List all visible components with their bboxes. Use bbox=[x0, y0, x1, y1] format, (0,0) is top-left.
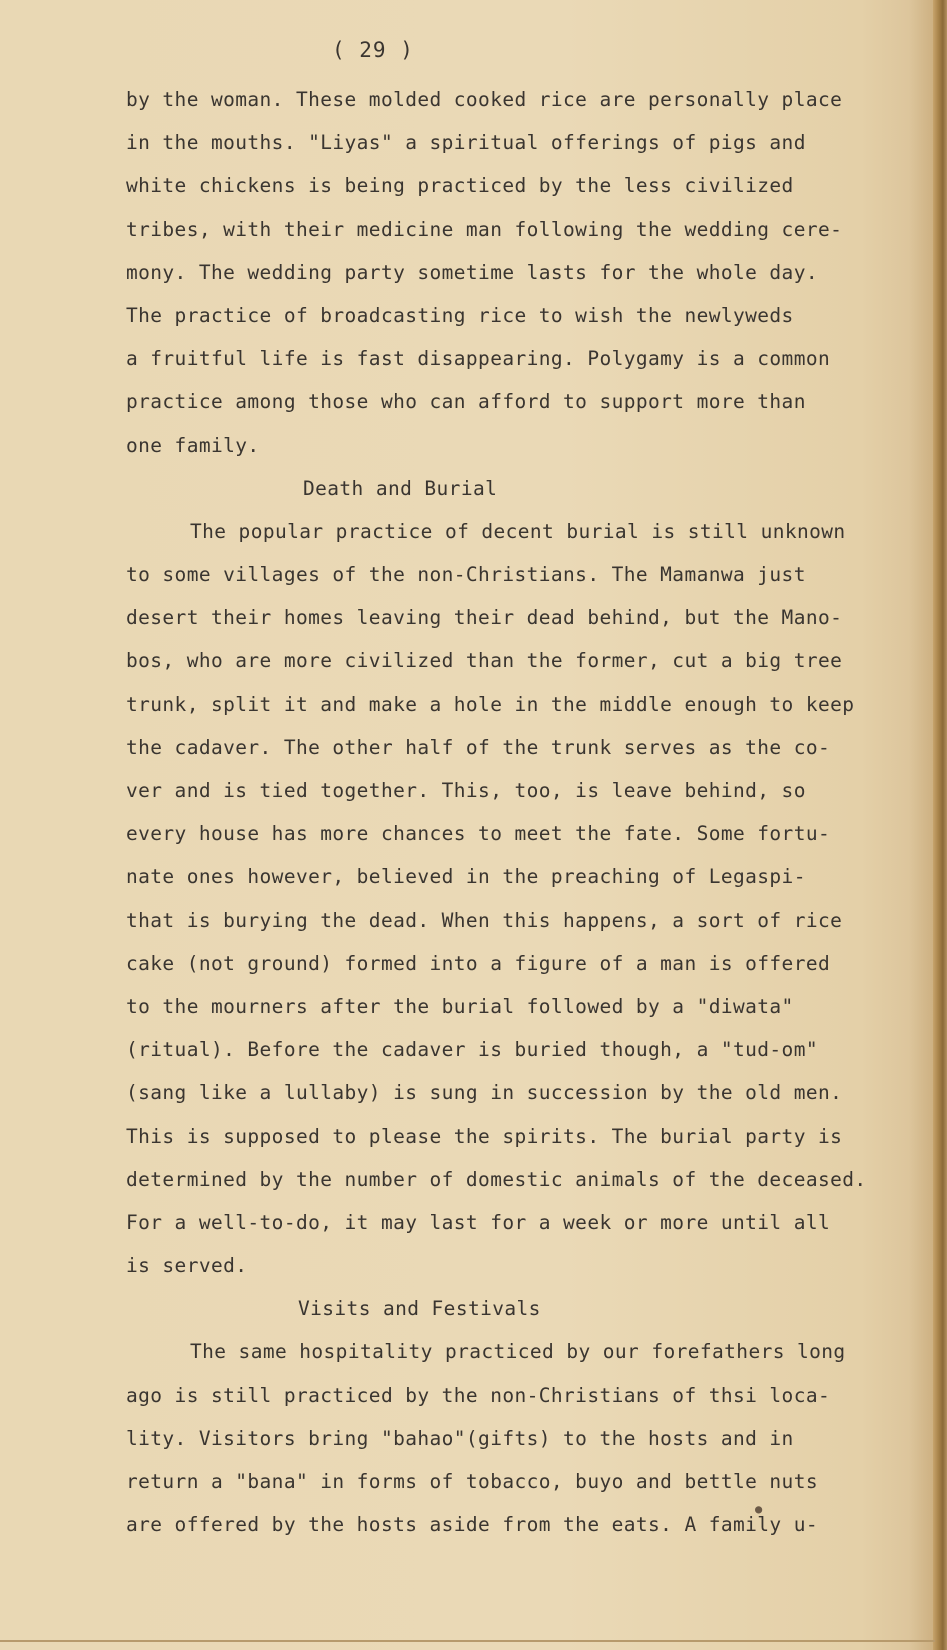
text-line: every house has more chances to meet the fate. Some fortu- bbox=[126, 822, 831, 846]
text-line: that is burying the dead. When this happens, a sort of rice bbox=[126, 908, 843, 932]
text-line: (ritual). Before the cadaver is buried though, a "tud-om" bbox=[126, 1038, 818, 1062]
paragraph-start: The popular practice of decent burial is still unknown bbox=[190, 519, 846, 543]
text-line: tribes, with their medicine man following the wedding cere- bbox=[126, 217, 843, 241]
paragraph-start: The same hospitality practiced by our forefathers long bbox=[190, 1340, 846, 1364]
page-edge bbox=[933, 0, 947, 1650]
text-line: nate ones however, believed in the preaching of Legaspi- bbox=[126, 865, 806, 889]
bottom-rule bbox=[0, 1640, 935, 1642]
text-line: white chickens is being practiced by the less civilized bbox=[126, 174, 794, 198]
text-line: return a "bana" in forms of tobacco, buyo and bettle nuts bbox=[126, 1470, 818, 1493]
text-line: This is supposed to please the spirits. The burial party is bbox=[126, 1124, 843, 1148]
text-line: is served. bbox=[126, 1254, 248, 1278]
text-line: cake (not ground) formed into a figure of a man is offered bbox=[126, 951, 831, 975]
ink-dot-mark: ● bbox=[755, 1502, 763, 1516]
text-line: determined by the number of domestic animals of the deceased. bbox=[126, 1167, 867, 1191]
text-line: by the woman. These molded cooked rice are personally place bbox=[126, 88, 843, 111]
text-line: trunk, split it and make a hole in the middle enough to keep bbox=[126, 692, 855, 716]
text-line: the cadaver. The other half of the trunk serves as the co- bbox=[126, 735, 831, 759]
section-heading-visits-and-festivals: Visits and Festivals bbox=[298, 1297, 541, 1321]
text-line: The practice of broadcasting rice to wish the newlyweds bbox=[126, 303, 794, 327]
text-line: a fruitful life is fast disappearing. Polygamy is a common bbox=[126, 347, 831, 371]
page-edge-shadow bbox=[909, 0, 933, 1650]
text-line: are offered by the hosts aside from the eats. A family u- bbox=[126, 1513, 818, 1537]
text-line: lity. Visitors bring "bahao"(gifts) to the hosts and in bbox=[126, 1426, 794, 1450]
text-line: For a well-to-do, it may last for a week or more until all bbox=[126, 1210, 831, 1234]
text-line: ver and is tied together. This, too, is leave behind, so bbox=[126, 779, 806, 802]
text-line: in the mouths. "Liyas" a spiritual offerings of pigs and bbox=[126, 131, 806, 155]
text-line: practice among those who can afford to support more than bbox=[126, 390, 806, 414]
text-line: mony. The wedding party sometime lasts for the whole day. bbox=[126, 260, 818, 284]
text-line: one family. bbox=[126, 433, 260, 457]
body-text bbox=[126, 78, 906, 1546]
text-line: ago is still practiced by the non-Christians of thsi loca- bbox=[126, 1383, 831, 1407]
page-number: ( 29 ) bbox=[332, 38, 414, 62]
text-line: to the mourners after the burial followed by a "diwata" bbox=[126, 994, 794, 1018]
text-line: (sang like a lullaby) is sung in succession by the old men. bbox=[126, 1081, 843, 1105]
text-line: bos, who are more civilized than the former, cut a big tree bbox=[126, 649, 843, 673]
text-line: to some villages of the non-Christians. The Mamanwa just bbox=[126, 563, 806, 587]
text-line: desert their homes leaving their dead behind, but the Mano- bbox=[126, 606, 843, 630]
section-heading-death-and-burial: Death and Burial bbox=[303, 476, 498, 500]
